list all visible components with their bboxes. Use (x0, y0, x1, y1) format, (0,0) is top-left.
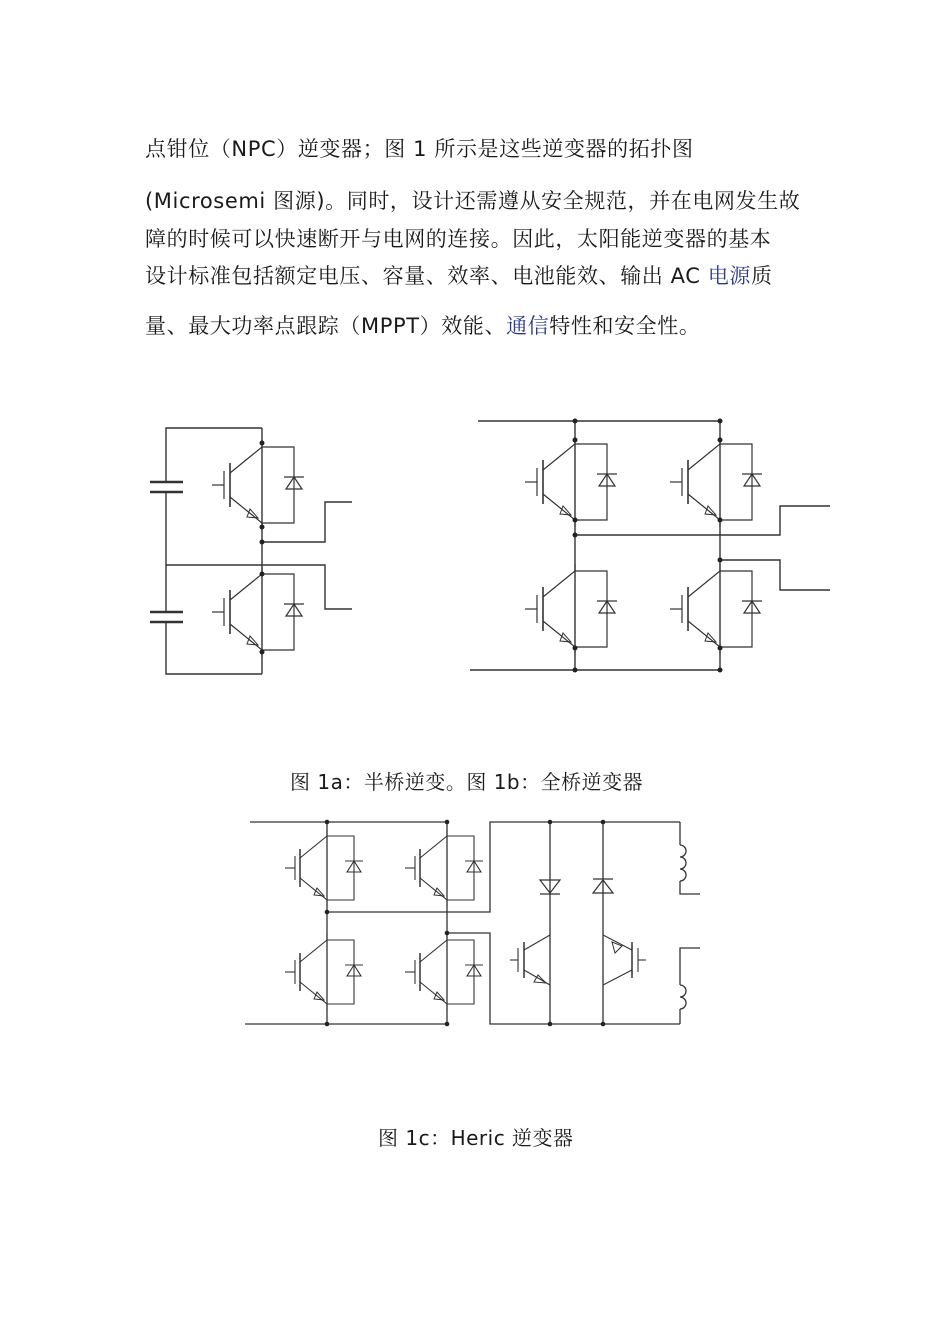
half-bridge-diagram (150, 428, 352, 674)
paragraph-line: 点钳位（NPC）逆变器；图 1 所示是这些逆变器的拓扑图 (145, 137, 694, 161)
figure-caption-1c: 图 1c：Heric 逆变器 (378, 1126, 574, 1150)
full-bridge-diagram (470, 419, 830, 673)
link-communication[interactable]: 通信 (506, 314, 550, 338)
link-power-supply[interactable]: 电源 (707, 264, 752, 288)
paragraph-text: 量、最大功率点跟踪（MPPT）效能、 (145, 314, 507, 338)
paragraph-text: 设计标准包括额定电压、容量、效率、电池能效、输出 AC (145, 264, 708, 288)
paragraph-text: 特性和安全性。 (549, 314, 701, 338)
paragraph-text: 质 (751, 264, 773, 288)
figure-caption-1ab: 图 1a：半桥逆变。图 1b：全桥逆变器 (290, 770, 644, 794)
paragraph-line: (Microsemi 图源)。同时，设计还需遵从安全规范，并在电网发生故 (145, 189, 801, 213)
paragraph-line: 障的时候可以快速断开与电网的连接。因此，太阳能逆变器的基本 (145, 227, 772, 251)
heric-inverter-diagram (245, 820, 700, 1027)
